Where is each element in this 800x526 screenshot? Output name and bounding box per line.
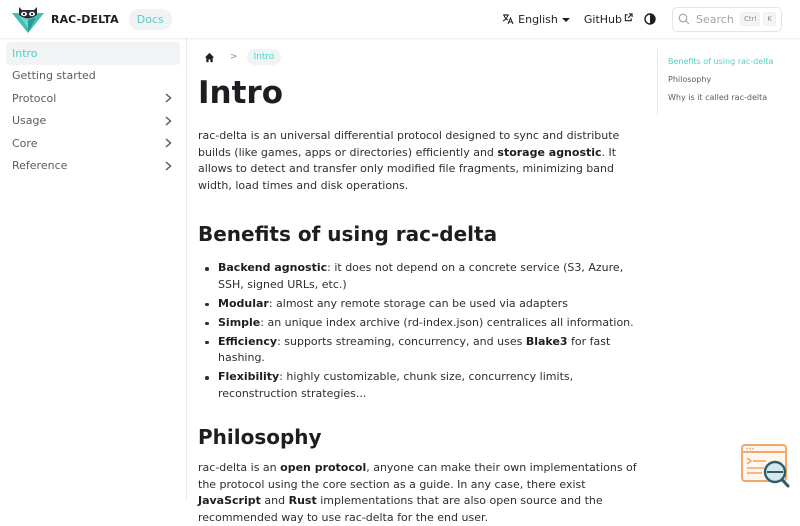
philosophy-text: implementations that are also open source and the recommended way to use rac-delta for the end user.: [198, 494, 603, 524]
sidebar: [0, 38, 187, 500]
sidebar-item-label: Reference: [12, 159, 68, 173]
list-item-text: : it does not depend on a concrete service (S3, Azure, SSH, signed URLs, etc.): [218, 261, 624, 291]
sidebar-item-label: Intro: [12, 46, 38, 60]
search-icon: [678, 13, 690, 25]
search-widget-icon[interactable]: [738, 442, 794, 490]
chevron-right-icon[interactable]: [162, 92, 174, 104]
chevron-right-icon[interactable]: [162, 160, 174, 172]
sidebar-item-usage[interactable]: [6, 110, 180, 133]
list-item-text: : almost any remote storage can be used via adapters: [268, 296, 568, 310]
navbar: [0, 0, 800, 38]
philosophy-text: rac-delta is an: [198, 461, 281, 474]
search-button[interactable]: [672, 7, 782, 32]
sidebar-item-label: Protocol: [12, 91, 57, 105]
list-item: [218, 315, 638, 332]
github-link[interactable]: [584, 13, 633, 26]
toc-item-philosophy[interactable]: Philosophy: [668, 75, 712, 84]
kbd-k: K: [763, 12, 776, 26]
intro-bold: storage agnostic: [497, 145, 602, 159]
translate-icon: [502, 13, 514, 25]
toc-item-why-name[interactable]: Why is it called rac-delta: [668, 93, 768, 102]
philosophy-bold: JavaScript: [198, 494, 261, 507]
list-item-bold: Modular: [218, 296, 269, 310]
external-link-icon: [624, 13, 633, 22]
table-of-contents: [657, 49, 797, 115]
chevron-right-icon[interactable]: [162, 137, 174, 149]
breadcrumb-separator: >: [230, 52, 238, 62]
main-content: [198, 38, 638, 526]
docs-nav-link[interactable]: Docs: [129, 9, 172, 30]
caret-down-icon: [562, 18, 570, 22]
sidebar-item-intro[interactable]: [6, 42, 180, 65]
brand-title: RAC-DELTA: [51, 12, 119, 26]
kbd-ctrl: Ctrl: [740, 12, 760, 26]
brand-link[interactable]: [10, 4, 119, 34]
toc-item-benefits[interactable]: Benefits of using rac-delta: [668, 57, 774, 66]
benefits-list: [198, 260, 638, 402]
sidebar-item-label: Getting started: [12, 69, 96, 83]
search-placeholder: Search: [696, 12, 734, 26]
sidebar-item-reference[interactable]: [6, 155, 180, 178]
sidebar-item-label: Core: [12, 136, 38, 150]
list-item: [218, 369, 638, 402]
language-dropdown[interactable]: [502, 13, 570, 26]
breadcrumb: [198, 47, 638, 67]
philosophy-bold: open protocol: [280, 461, 367, 474]
philosophy-text: and: [260, 494, 289, 507]
list-item-bold: Backend agnostic: [218, 261, 328, 274]
benefits-heading: Benefits of using rac-delta: [198, 222, 498, 246]
sidebar-item-protocol[interactable]: [6, 87, 180, 110]
language-label: English: [518, 12, 558, 26]
sidebar-item-core[interactable]: [6, 132, 180, 155]
list-item-text: : highly customizable, chunk size, concurrency limits, reconstruction strategies...: [218, 370, 574, 400]
raccoon-logo-icon: [10, 4, 46, 34]
philosophy-text: , anyone can make their own implementations of the protocol using the core section as a guide. In any case, there exist: [198, 461, 637, 491]
theme-toggle-icon[interactable]: [644, 13, 656, 25]
list-item-bold: Flexibility: [218, 370, 280, 383]
list-item-text: for fast hashing.: [218, 334, 611, 364]
intro-text: . It allows to detect and transfer only modified file fragments, minimizing band width, load times and disk operations.: [198, 145, 617, 192]
page-title: Intro: [198, 75, 284, 111]
list-item-bold: Efficiency: [218, 334, 278, 348]
philosophy-bold: Rust: [288, 494, 317, 507]
list-item: [218, 296, 638, 313]
list-item: [218, 260, 638, 293]
sidebar-item-label: Usage: [12, 114, 47, 128]
list-item-text: : supports streaming, concurrency, and uses: [277, 334, 526, 348]
sidebar-item-getting-started[interactable]: [6, 65, 180, 88]
home-icon[interactable]: [204, 52, 215, 63]
list-item: [218, 334, 638, 367]
breadcrumb-current: Intro: [247, 49, 282, 65]
philosophy-paragraph: [198, 460, 638, 526]
intro-paragraph: [198, 128, 638, 194]
chevron-right-icon[interactable]: [162, 115, 174, 127]
list-item-text: : an unique index archive (rd-index.json) centralices all information.: [260, 315, 634, 329]
intro-text: rac-delta is an universal differential protocol designed to sync and distribute builds (like games, apps or directories) efficiently and: [198, 129, 620, 159]
list-item-bold: Simple: [218, 315, 261, 329]
list-item-bold: Blake3: [525, 334, 568, 348]
github-label: GitHub: [583, 12, 622, 26]
philosophy-heading: Philosophy: [198, 425, 322, 449]
